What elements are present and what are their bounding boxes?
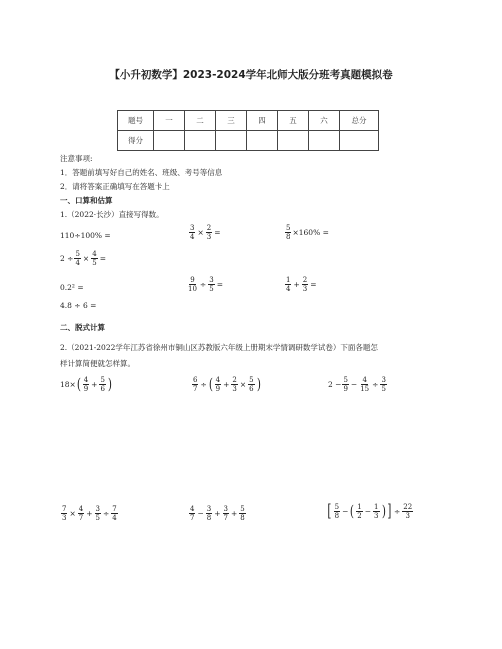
page-title: 【小升初数学】2023-2024学年北师大版分班考真题模拟卷 xyxy=(109,69,393,81)
fraction: $\frac{4}{9}$ xyxy=(215,376,221,393)
score-cell[interactable] xyxy=(309,131,340,151)
expression: 18× ( $\frac{4}{9}$ + $\frac{5}{6}$ ) xyxy=(60,375,112,393)
fraction: $\frac{2}{3}$ xyxy=(302,276,308,293)
fraction: $\frac{22}{3}$ xyxy=(403,503,413,520)
section-title: 一、口算和估算 xyxy=(60,196,113,205)
expression: 2 − $\frac{5}{9}$ − $\frac{4}{15}$ ÷ $\frac{3}{5}$ xyxy=(328,376,386,393)
fraction: $\frac{7}{4}$ xyxy=(112,505,117,522)
expression: 0.2² = xyxy=(60,283,84,292)
score-cell[interactable] xyxy=(185,131,216,151)
expression: [ $\frac{5}{8}$ − ( $\frac{1}{2}$ − $\frac{1}{3}$ ) ] ÷ $\frac{22}{3}$ xyxy=(327,501,413,521)
notes-heading: 注意事项: xyxy=(60,154,93,163)
fraction: $\frac{5}{8}$ xyxy=(286,224,291,241)
fraction: $\frac{5}{9}$ xyxy=(343,376,348,393)
fraction: $\frac{3}{8}$ xyxy=(206,505,212,522)
fraction: $\frac{1}{4}$ xyxy=(286,276,291,293)
expression: 110÷100% = xyxy=(60,231,111,240)
score-header-cell: 总分 xyxy=(340,111,379,131)
fraction: $\frac{2}{3}$ xyxy=(206,224,212,241)
score-cell[interactable] xyxy=(154,131,185,151)
score-cell[interactable] xyxy=(278,131,309,151)
fraction: $\frac{1}{3}$ xyxy=(374,503,379,520)
expression: $\frac{5}{8}$ ×160% = xyxy=(286,224,329,241)
fraction: $\frac{4}{9}$ xyxy=(83,376,89,393)
fraction: $\frac{3}{4}$ xyxy=(190,224,195,241)
score-row-label: 得分 xyxy=(118,131,154,151)
fraction: $\frac{3}{5}$ xyxy=(209,276,214,293)
fraction: $\frac{5}{4}$ xyxy=(75,250,80,267)
expression: $\frac{7}{3}$ × $\frac{4}{7}$ + $\frac{3}{5}$ ÷ $\frac{7}{4}$ xyxy=(62,505,117,522)
fraction: $\frac{3}{5}$ xyxy=(95,505,100,522)
question-text: 2.（2021-2022学年江苏省徐州市铜山区苏教版六年级上册期末学情调研数学试卷）下面各题怎 xyxy=(60,343,378,352)
score-cell[interactable] xyxy=(247,131,278,151)
score-header-cell: 五 xyxy=(278,111,309,131)
fraction: $\frac{5}{6}$ xyxy=(249,376,254,393)
fraction: $\frac{1}{2}$ xyxy=(357,503,362,520)
note-item: 2．请将答案正确填写在答题卡上 xyxy=(60,182,170,191)
expression: 2 ÷ $\frac{5}{4}$ × $\frac{4}{5}$ = xyxy=(60,250,106,267)
score-table xyxy=(117,110,379,151)
fraction: $\frac{3}{5}$ xyxy=(381,376,386,393)
score-header-cell: 二 xyxy=(185,111,216,131)
fraction: $\frac{4}{7}$ xyxy=(190,505,195,522)
score-header-cell: 一 xyxy=(154,111,185,131)
fraction: $\frac{4}{5}$ xyxy=(92,250,97,267)
score-cell[interactable] xyxy=(340,131,379,151)
fraction: $\frac{6}{7}$ xyxy=(193,376,198,393)
fraction: $\frac{4}{7}$ xyxy=(78,505,84,522)
score-table-header-row xyxy=(118,111,379,131)
expression: $\frac{3}{4}$ × $\frac{2}{3}$ = xyxy=(190,224,221,241)
question-text: 样计算简便就怎样算。 xyxy=(60,359,135,368)
score-header-cell: 题号 xyxy=(118,111,154,131)
section-title: 二、脱式计算 xyxy=(60,323,105,332)
expression: 4.8 ÷ 6 = xyxy=(60,301,97,310)
fraction: $\frac{5}{8}$ xyxy=(334,503,340,520)
expression: $\frac{9}{10}$ ÷ $\frac{3}{5}$ = xyxy=(188,276,223,293)
expression: $\frac{6}{7}$ ÷ ( $\frac{4}{9}$ + $\frac{2}{3}$ × $\frac{5}{6}$ ) xyxy=(193,375,261,393)
fraction: $\frac{5}{6}$ xyxy=(100,376,105,393)
fraction: $\frac{2}{3}$ xyxy=(232,376,237,393)
fraction: $\frac{3}{7}$ xyxy=(223,505,228,522)
note-item: 1．答题前填写好自己的姓名、班级、考号等信息 xyxy=(60,168,223,177)
score-header-cell: 六 xyxy=(309,111,340,131)
score-header-cell: 四 xyxy=(247,111,278,131)
fraction: $\frac{4}{15}$ xyxy=(360,376,370,393)
score-cell[interactable] xyxy=(216,131,247,151)
fraction: $\frac{5}{8}$ xyxy=(240,505,245,522)
expression: $\frac{4}{7}$ − $\frac{3}{8}$ + $\frac{3}{7}$ + $\frac{5}{8}$ xyxy=(190,505,245,522)
question-text: 1.（2022·长沙）直接写得数。 xyxy=(60,210,164,219)
fraction: $\frac{7}{3}$ xyxy=(62,505,67,522)
fraction: $\frac{9}{10}$ xyxy=(188,276,197,293)
score-header-cell: 三 xyxy=(216,111,247,131)
score-table-score-row xyxy=(118,131,379,151)
expression: $\frac{1}{4}$ + $\frac{2}{3}$ = xyxy=(286,276,317,293)
